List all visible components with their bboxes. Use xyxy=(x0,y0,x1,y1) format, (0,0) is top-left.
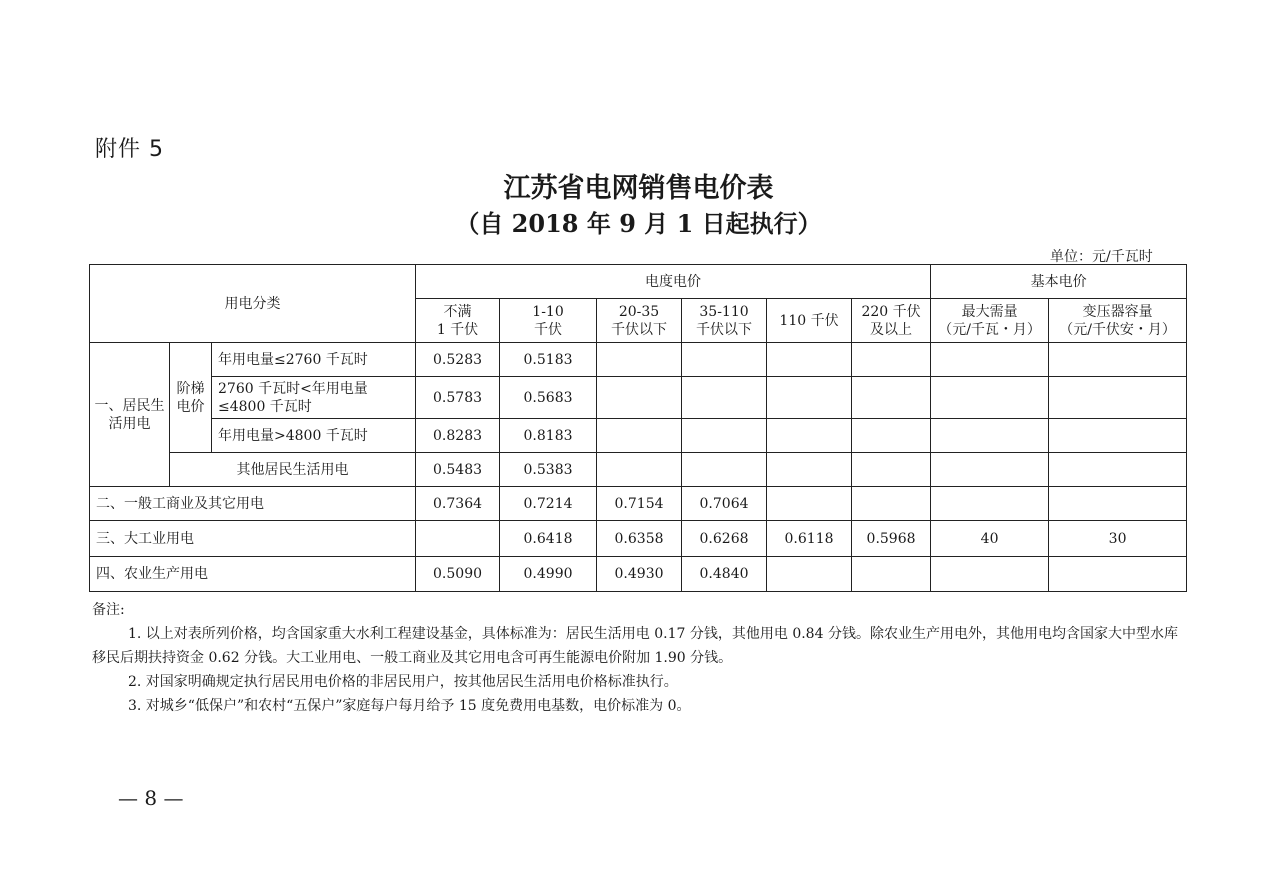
price-cell: 40 xyxy=(931,521,1049,557)
price-cell xyxy=(416,521,500,557)
price-cell: 0.7064 xyxy=(682,487,767,521)
empty-cell xyxy=(1049,453,1187,487)
category-label: 二、一般工商业及其它用电 xyxy=(90,487,416,521)
header-voltage: 不满 1 千伏 xyxy=(416,299,500,343)
price-cell: 0.8183 xyxy=(500,419,597,453)
header-voltage: 220 千伏 及以上 xyxy=(852,299,931,343)
header-max-demand: 最大需量 （元/千瓦・月） xyxy=(931,299,1049,343)
empty-cell xyxy=(597,453,682,487)
page-number: — 8 — xyxy=(118,786,184,810)
price-cell: 0.7364 xyxy=(416,487,500,521)
price-cell: 0.4930 xyxy=(597,557,682,592)
category-label: 三、大工业用电 xyxy=(90,521,416,557)
price-cell xyxy=(767,487,852,521)
empty-cell xyxy=(852,453,931,487)
document-title: 江苏省电网销售电价表 xyxy=(503,173,774,204)
empty-cell xyxy=(767,377,852,419)
header-transformer-capacity: 变压器容量 （元/千伏安・月） xyxy=(1049,299,1187,343)
price-cell: 0.7154 xyxy=(597,487,682,521)
unit-label: 单位：元/千瓦时 xyxy=(1050,249,1153,265)
tier-price-label: 阶梯电价 xyxy=(170,343,212,453)
price-cell: 0.5968 xyxy=(852,521,931,557)
tier-label: 年用电量>4800 千瓦时 xyxy=(212,419,416,453)
header-energy-price: 电度电价 xyxy=(416,265,931,299)
empty-cell xyxy=(682,419,767,453)
price-cell: 0.5090 xyxy=(416,557,500,592)
empty-cell xyxy=(852,419,931,453)
empty-cell xyxy=(767,419,852,453)
price-cell: 0.4840 xyxy=(682,557,767,592)
header-voltage: 20-35 千伏以下 xyxy=(597,299,682,343)
price-cell xyxy=(852,557,931,592)
empty-cell xyxy=(931,343,1049,377)
price-cell: 30 xyxy=(1049,521,1187,557)
notes-section xyxy=(92,598,1182,718)
price-cell: 0.4990 xyxy=(500,557,597,592)
empty-cell xyxy=(852,343,931,377)
notes-heading: 备注: xyxy=(92,602,125,618)
price-cell: 0.5183 xyxy=(500,343,597,377)
price-cell xyxy=(931,487,1049,521)
price-cell: 0.5683 xyxy=(500,377,597,419)
empty-cell xyxy=(682,343,767,377)
price-cell: 0.6268 xyxy=(682,521,767,557)
price-cell: 0.8283 xyxy=(416,419,500,453)
header-voltage: 110 千伏 xyxy=(767,299,852,343)
price-table xyxy=(89,264,1187,592)
empty-cell xyxy=(1049,343,1187,377)
price-cell: 0.5483 xyxy=(416,453,500,487)
empty-cell xyxy=(597,419,682,453)
price-cell xyxy=(931,557,1049,592)
tier-label: 2760 千瓦时<年用电量≤4800 千瓦时 xyxy=(212,377,416,419)
header-voltage: 35-110 千伏以下 xyxy=(682,299,767,343)
tier-label: 年用电量≤2760 千瓦时 xyxy=(212,343,416,377)
price-cell: 0.6418 xyxy=(500,521,597,557)
category-label: 四、农业生产用电 xyxy=(90,557,416,592)
document-subtitle: （自 2018 年 9 月 1 日起执行） xyxy=(455,209,822,238)
price-cell xyxy=(1049,557,1187,592)
empty-cell xyxy=(767,453,852,487)
empty-cell xyxy=(597,343,682,377)
residential-label: 一、居民生活用电 xyxy=(90,343,170,487)
price-cell: 0.6118 xyxy=(767,521,852,557)
price-cell: 0.6358 xyxy=(597,521,682,557)
header-voltage: 1-10 千伏 xyxy=(500,299,597,343)
note-item: 1. 以上对表所列价格，均含国家重大水利工程建设基金，具体标准为：居民生活用电 0.17 分钱，其他用电 0.84 分钱。除农业生产用电外，其他用电均含国家大中型水库移民后期扶持资金 0.62 分钱。大工业用电、一般工商业及其它用电含可再生能源电价附加 1.90 分钱。 xyxy=(92,626,1178,666)
other-residential-label: 其他居民生活用电 xyxy=(170,453,416,487)
empty-cell xyxy=(852,377,931,419)
price-cell: 0.7214 xyxy=(500,487,597,521)
empty-cell xyxy=(931,377,1049,419)
header-category: 用电分类 xyxy=(90,265,416,343)
attachment-label: 附件 5 xyxy=(95,137,164,162)
empty-cell xyxy=(597,377,682,419)
empty-cell xyxy=(1049,419,1187,453)
price-cell: 0.5283 xyxy=(416,343,500,377)
note-item: 2. 对国家明确规定执行居民用电价格的非居民用户，按其他居民生活用电价格标准执行。 xyxy=(128,674,678,690)
empty-cell xyxy=(767,343,852,377)
header-basic-price: 基本电价 xyxy=(931,265,1187,299)
empty-cell xyxy=(931,453,1049,487)
price-cell: 0.5383 xyxy=(500,453,597,487)
price-cell xyxy=(852,487,931,521)
empty-cell xyxy=(931,419,1049,453)
note-item: 3. 对城乡“低保户”和农村“五保户”家庭每户每月给予 15 度免费用电基数，电价标准为 0。 xyxy=(128,698,691,714)
price-cell: 0.5783 xyxy=(416,377,500,419)
empty-cell xyxy=(1049,377,1187,419)
empty-cell xyxy=(682,377,767,419)
price-cell xyxy=(1049,487,1187,521)
empty-cell xyxy=(682,453,767,487)
price-cell xyxy=(767,557,852,592)
